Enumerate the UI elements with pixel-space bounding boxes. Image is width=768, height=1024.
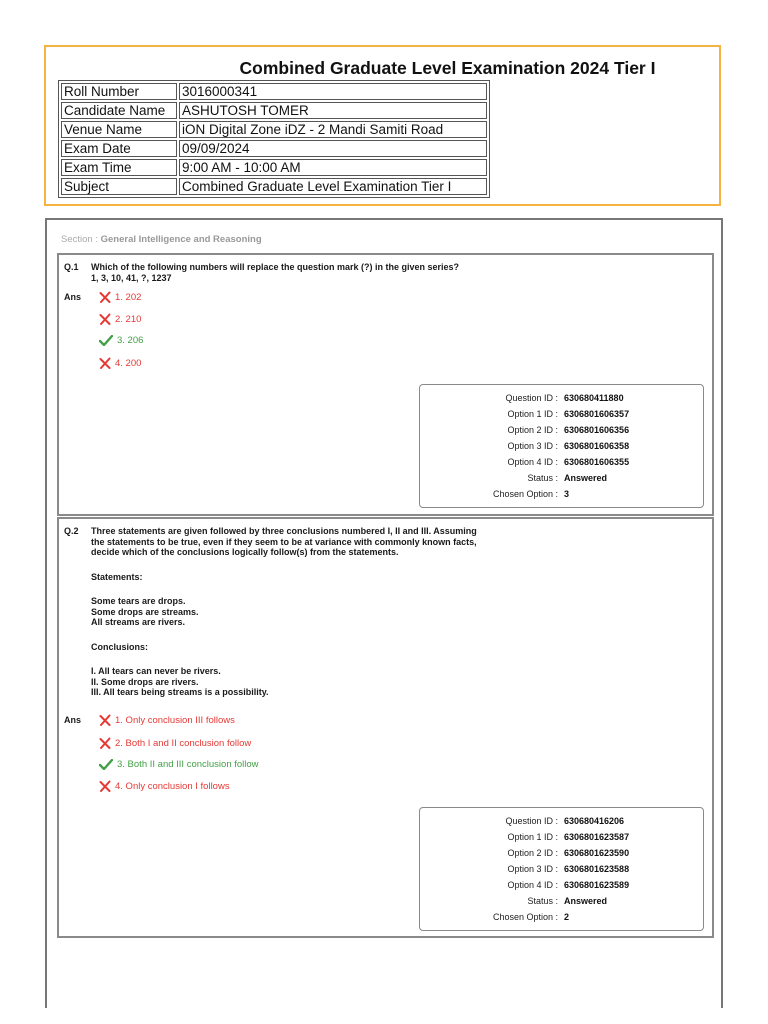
option-1 [99,714,235,726]
meta-label: Option 1 ID : [507,409,558,419]
option-text: 2. 210 [115,313,142,325]
question-line: Which of the following numbers will replace the question mark (?) in the given series? [91,262,460,272]
info-value: Combined Graduate Level Examination Tier I [179,178,487,195]
info-value: iON Digital Zone iDZ - 2 Mandi Samiti Road [179,121,487,138]
question-line: All streams are rivers. [91,617,186,627]
meta-label: Option 3 ID : [507,441,558,451]
meta-label: Option 2 ID : [507,848,558,858]
info-value: 09/09/2024 [179,140,487,157]
meta-value: Answered [564,473,608,483]
option-1 [99,291,141,303]
question-line: 1, 3, 10, 41, ?, 1237 [91,272,172,283]
question-line: II. Some drops are rivers. [91,676,199,687]
info-label: Subject [61,178,177,195]
meta-label: Chosen Option : [492,489,558,499]
question-line-spacer [91,628,531,642]
question-line-spacer [91,652,531,666]
info-label: Roll Number [61,83,177,100]
meta-value: 6306801606358 [564,441,630,451]
option-4 [99,357,141,369]
question-text [91,262,531,283]
cross-icon [99,313,111,325]
info-value: 9:00 AM - 10:00 AM [179,159,487,176]
meta-value: 6306801623590 [564,848,630,858]
question-line: Three statements are given followed by three conclusions numbered I, II and III. Assuming [91,526,477,536]
meta-value: 6306801623589 [564,880,630,890]
option-2 [99,313,141,325]
info-value: ASHUTOSH TOMER [179,102,487,119]
cross-icon [99,737,111,749]
info-row-exam-time [61,159,487,176]
meta-value: 630680416206 [564,816,625,826]
meta-label: Question ID : [505,393,558,403]
question-line: Statements: [91,571,143,582]
candidate-info-table [58,80,490,198]
info-row-candidate-name [61,102,487,119]
cross-icon [99,714,111,726]
section-prefix: Section : [61,234,101,245]
info-value: 3016000341 [179,83,487,100]
meta-label: Option 1 ID : [507,832,558,842]
meta-label: Option 3 ID : [507,864,558,874]
ans-label: Ans [64,292,82,302]
cross-icon [99,780,111,792]
meta-value: 6306801623588 [564,864,630,874]
info-row-roll-number [61,83,487,100]
exam-title: Combined Graduate Level Examination 2024 Tier I [239,58,656,78]
cross-icon [99,357,111,369]
option-text: 4. Only conclusion I follows [115,780,230,792]
meta-label: Chosen Option : [492,912,558,922]
question-panel-q2 [57,517,714,938]
option-2 [99,737,251,749]
exam-info-panel [44,45,721,206]
meta-value: 6306801623587 [564,832,630,842]
option-3 [99,759,259,770]
check-icon [99,335,113,346]
question-line: Some tears are drops. [91,596,186,606]
section-name: General Intelligence and Reasoning [100,234,262,245]
question-text [91,526,531,698]
meta-value: 6306801606357 [564,409,630,419]
check-icon [99,759,113,770]
cross-icon [99,291,111,303]
info-row-venue-name [61,121,487,138]
question-line: Conclusions: [91,641,149,652]
meta-label: Status : [527,896,558,906]
meta-label: Option 2 ID : [507,425,558,435]
question-line: III. All tears being streams is a possibility. [91,687,269,697]
response-sheet [45,218,723,1008]
meta-value: 6306801606356 [564,425,630,435]
meta-label: Option 4 ID : [507,880,558,890]
info-row-subject [61,178,487,195]
question-meta-box [419,384,704,508]
option-3 [99,335,143,346]
info-label: Candidate Name [61,102,177,119]
info-label: Exam Time [61,159,177,176]
section-label [61,234,262,245]
question-line-spacer [91,558,531,572]
meta-label: Status : [527,473,558,483]
question-line: decide which of the conclusions logically follow(s) from the statements. [91,547,399,557]
meta-label: Question ID : [505,816,558,826]
option-text: 3. Both II and III conclusion follow [117,759,259,770]
option-text: 2. Both I and II conclusion follow [115,737,252,749]
option-text: 4. 200 [115,357,142,369]
question-line: Some drops are streams. [91,606,199,617]
meta-label: Option 4 ID : [507,457,558,467]
question-meta-box [419,807,704,931]
question-number: Q.1 [64,262,79,272]
option-text: 1. Only conclusion III follows [115,714,235,726]
option-4 [99,780,230,792]
meta-value: Answered [564,896,608,906]
info-label: Exam Date [61,140,177,157]
ans-label: Ans [64,715,82,725]
question-line-spacer [91,582,531,596]
option-text: 3. 206 [117,335,144,346]
meta-value: 630680411880 [564,393,624,403]
question-line: I. All tears can never be rivers. [91,666,221,676]
question-number: Q.2 [64,526,79,536]
question-panel-q1 [57,253,714,516]
meta-value: 2 [564,912,570,922]
info-label: Venue Name [61,121,177,138]
option-text: 1. 202 [115,291,142,303]
meta-value: 6306801606355 [564,457,630,467]
question-line: the statements to be true, even if they seem to be at variance with commonly known facts, [91,536,477,547]
meta-value: 3 [564,489,570,499]
info-row-exam-date [61,140,487,157]
